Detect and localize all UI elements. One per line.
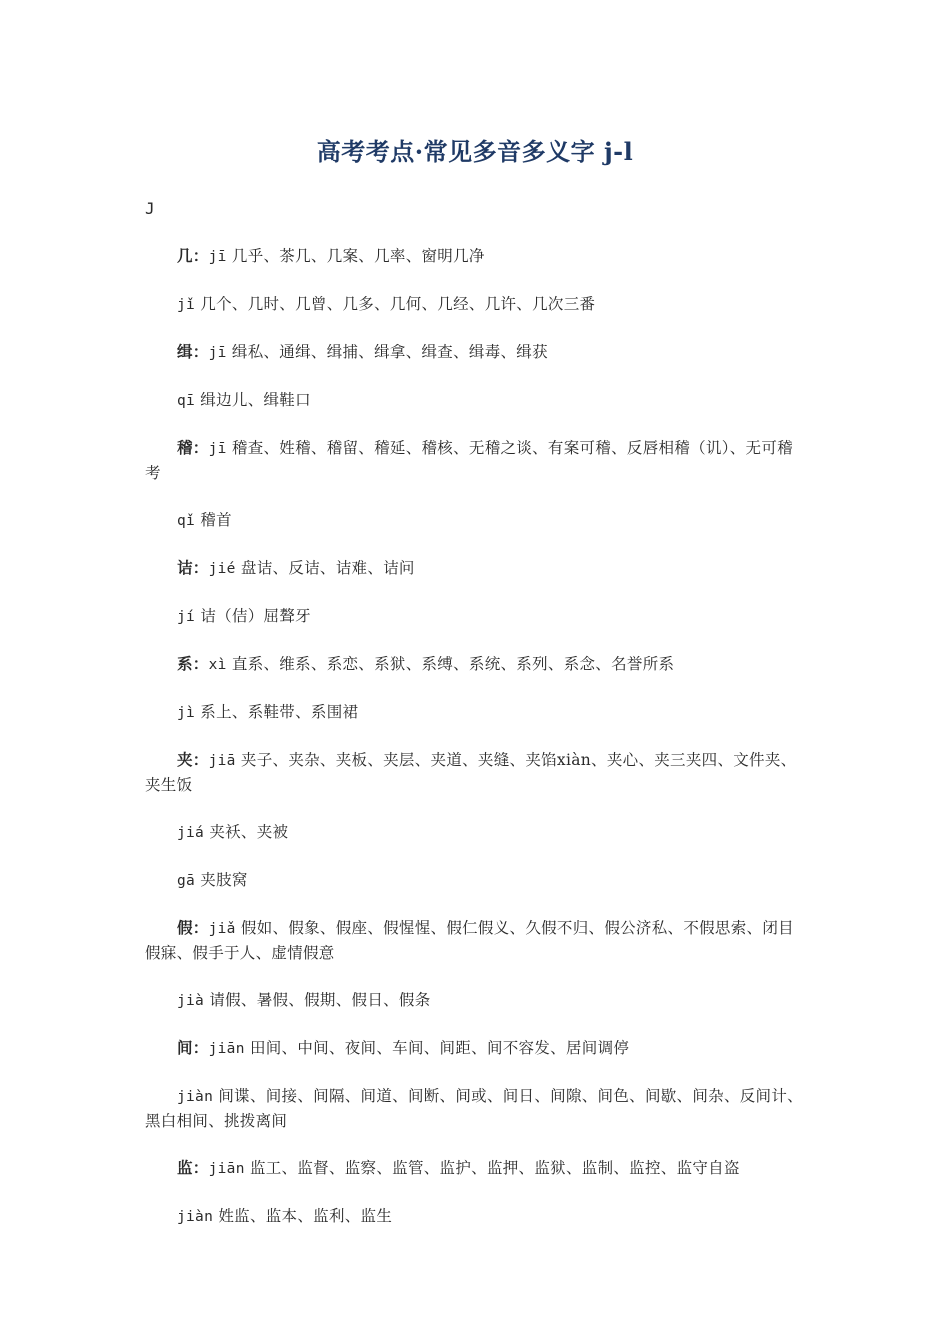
entry-headword: 间： [177,1038,209,1057]
entry-paragraph [145,700,807,725]
entry-words: 稽查、姓稽、稽留、稽延、稽核、无稽之谈、有案可稽、反唇相稽（讥）、无可稽考 [145,439,793,482]
entry-pinyin: jiǎ [208,921,236,937]
entry-headword: 假： [177,918,209,937]
entry-pinyin: xì [208,657,227,673]
entry-pinyin: jì [177,705,196,721]
entry-words: 几个、几时、几曾、几多、几何、几经、几许、几次三番 [195,295,596,313]
entry-paragraph [145,1036,807,1061]
entry-pinyin: jiàn [177,1089,214,1105]
entry-pinyin: qǐ [177,513,196,529]
entry-pinyin: jī [208,249,227,265]
entry-words: 稽首 [195,511,232,529]
entry-pinyin: jiàn [177,1209,214,1225]
entry-paragraph [145,292,807,317]
entry-pinyin: jiá [177,825,205,841]
entry-paragraph [145,1204,807,1229]
entry-paragraph [145,340,807,365]
entry-paragraph [145,652,807,677]
entry-words: 缉私、通缉、缉捕、缉拿、缉查、缉毒、缉获 [226,343,548,361]
entry-words: 系上、系鞋带、系围裙 [195,703,359,721]
entry-pinyin: jié [208,561,236,577]
entry-paragraph [145,988,807,1013]
entry-words: 田间、中间、夜间、车间、间距、间不容发、居间调停 [244,1039,630,1057]
entry-paragraph [145,820,807,845]
entry-words: 请假、暑假、假期、假日、假条 [204,991,431,1009]
entry-words: 间谍、间接、间隔、间道、间断、间或、间日、间隙、间色、间歇、间杂、反间计、黑白相间、挑拨离间 [145,1087,803,1130]
entry-paragraph [145,1156,807,1181]
entry-words: 夹子、夹杂、夹板、夹层、夹道、夹缝、夹馅xiàn、夹心、夹三夹四、文件夹、夹生饭 [145,751,797,794]
entry-paragraph [145,748,807,797]
entry-pinyin: jī [208,345,227,361]
entry-words: 几乎、茶几、几案、几率、窗明几净 [226,247,485,265]
entry-paragraph [145,508,807,533]
entry-words: 夹袄、夹被 [204,823,289,841]
entry-words: 盘诘、反诘、诘难、诘问 [235,559,415,577]
entry-paragraph [145,388,807,413]
entry-headword: 夹： [177,750,209,769]
entry-headword: 诘： [177,558,209,577]
entry-paragraph [145,244,807,269]
entry-pinyin: jiān [208,1041,245,1057]
entry-words: 缉边儿、缉鞋口 [195,391,311,409]
entry-paragraph [145,1084,807,1133]
entry-headword: 稽： [177,438,209,457]
entry-pinyin: jiā [208,753,236,769]
entry-headword: 缉： [177,342,209,361]
entry-words: 监工、监督、监察、监管、监护、监押、监狱、监制、监控、监守自盗 [244,1159,740,1177]
entry-paragraph [145,556,807,581]
entry-paragraph [145,604,807,629]
entry-list [145,244,807,1252]
document-title: 高考考点·常见多音多义字 j-l [316,137,634,166]
entry-headword: 几： [177,246,209,265]
entry-words: 诘（佶）屈聱牙 [195,607,311,625]
entry-headword: 系： [177,654,209,673]
entry-paragraph [145,868,807,893]
entry-pinyin: jiān [208,1161,245,1177]
entry-headword: 监： [177,1158,209,1177]
entry-words: 姓监、监本、监利、监生 [213,1207,393,1225]
entry-words: 直系、维系、系恋、系狱、系缚、系统、系列、系念、名誉所系 [226,655,675,673]
entry-pinyin: jí [177,609,196,625]
entry-pinyin: qī [177,393,196,409]
entry-words: 假如、假象、假座、假惺惺、假仁假义、久假不归、假公济私、不假思索、闭目假寐、假手于人、虚情假意 [145,919,794,962]
entry-pinyin: jī [208,441,227,457]
section-letter: J [145,199,155,218]
entry-paragraph [145,436,807,485]
entry-paragraph [145,916,807,965]
entry-pinyin: jǐ [177,297,196,313]
entry-words: 夹肢窝 [195,871,248,889]
entry-pinyin: gā [177,873,196,889]
entry-pinyin: jià [177,993,205,1009]
